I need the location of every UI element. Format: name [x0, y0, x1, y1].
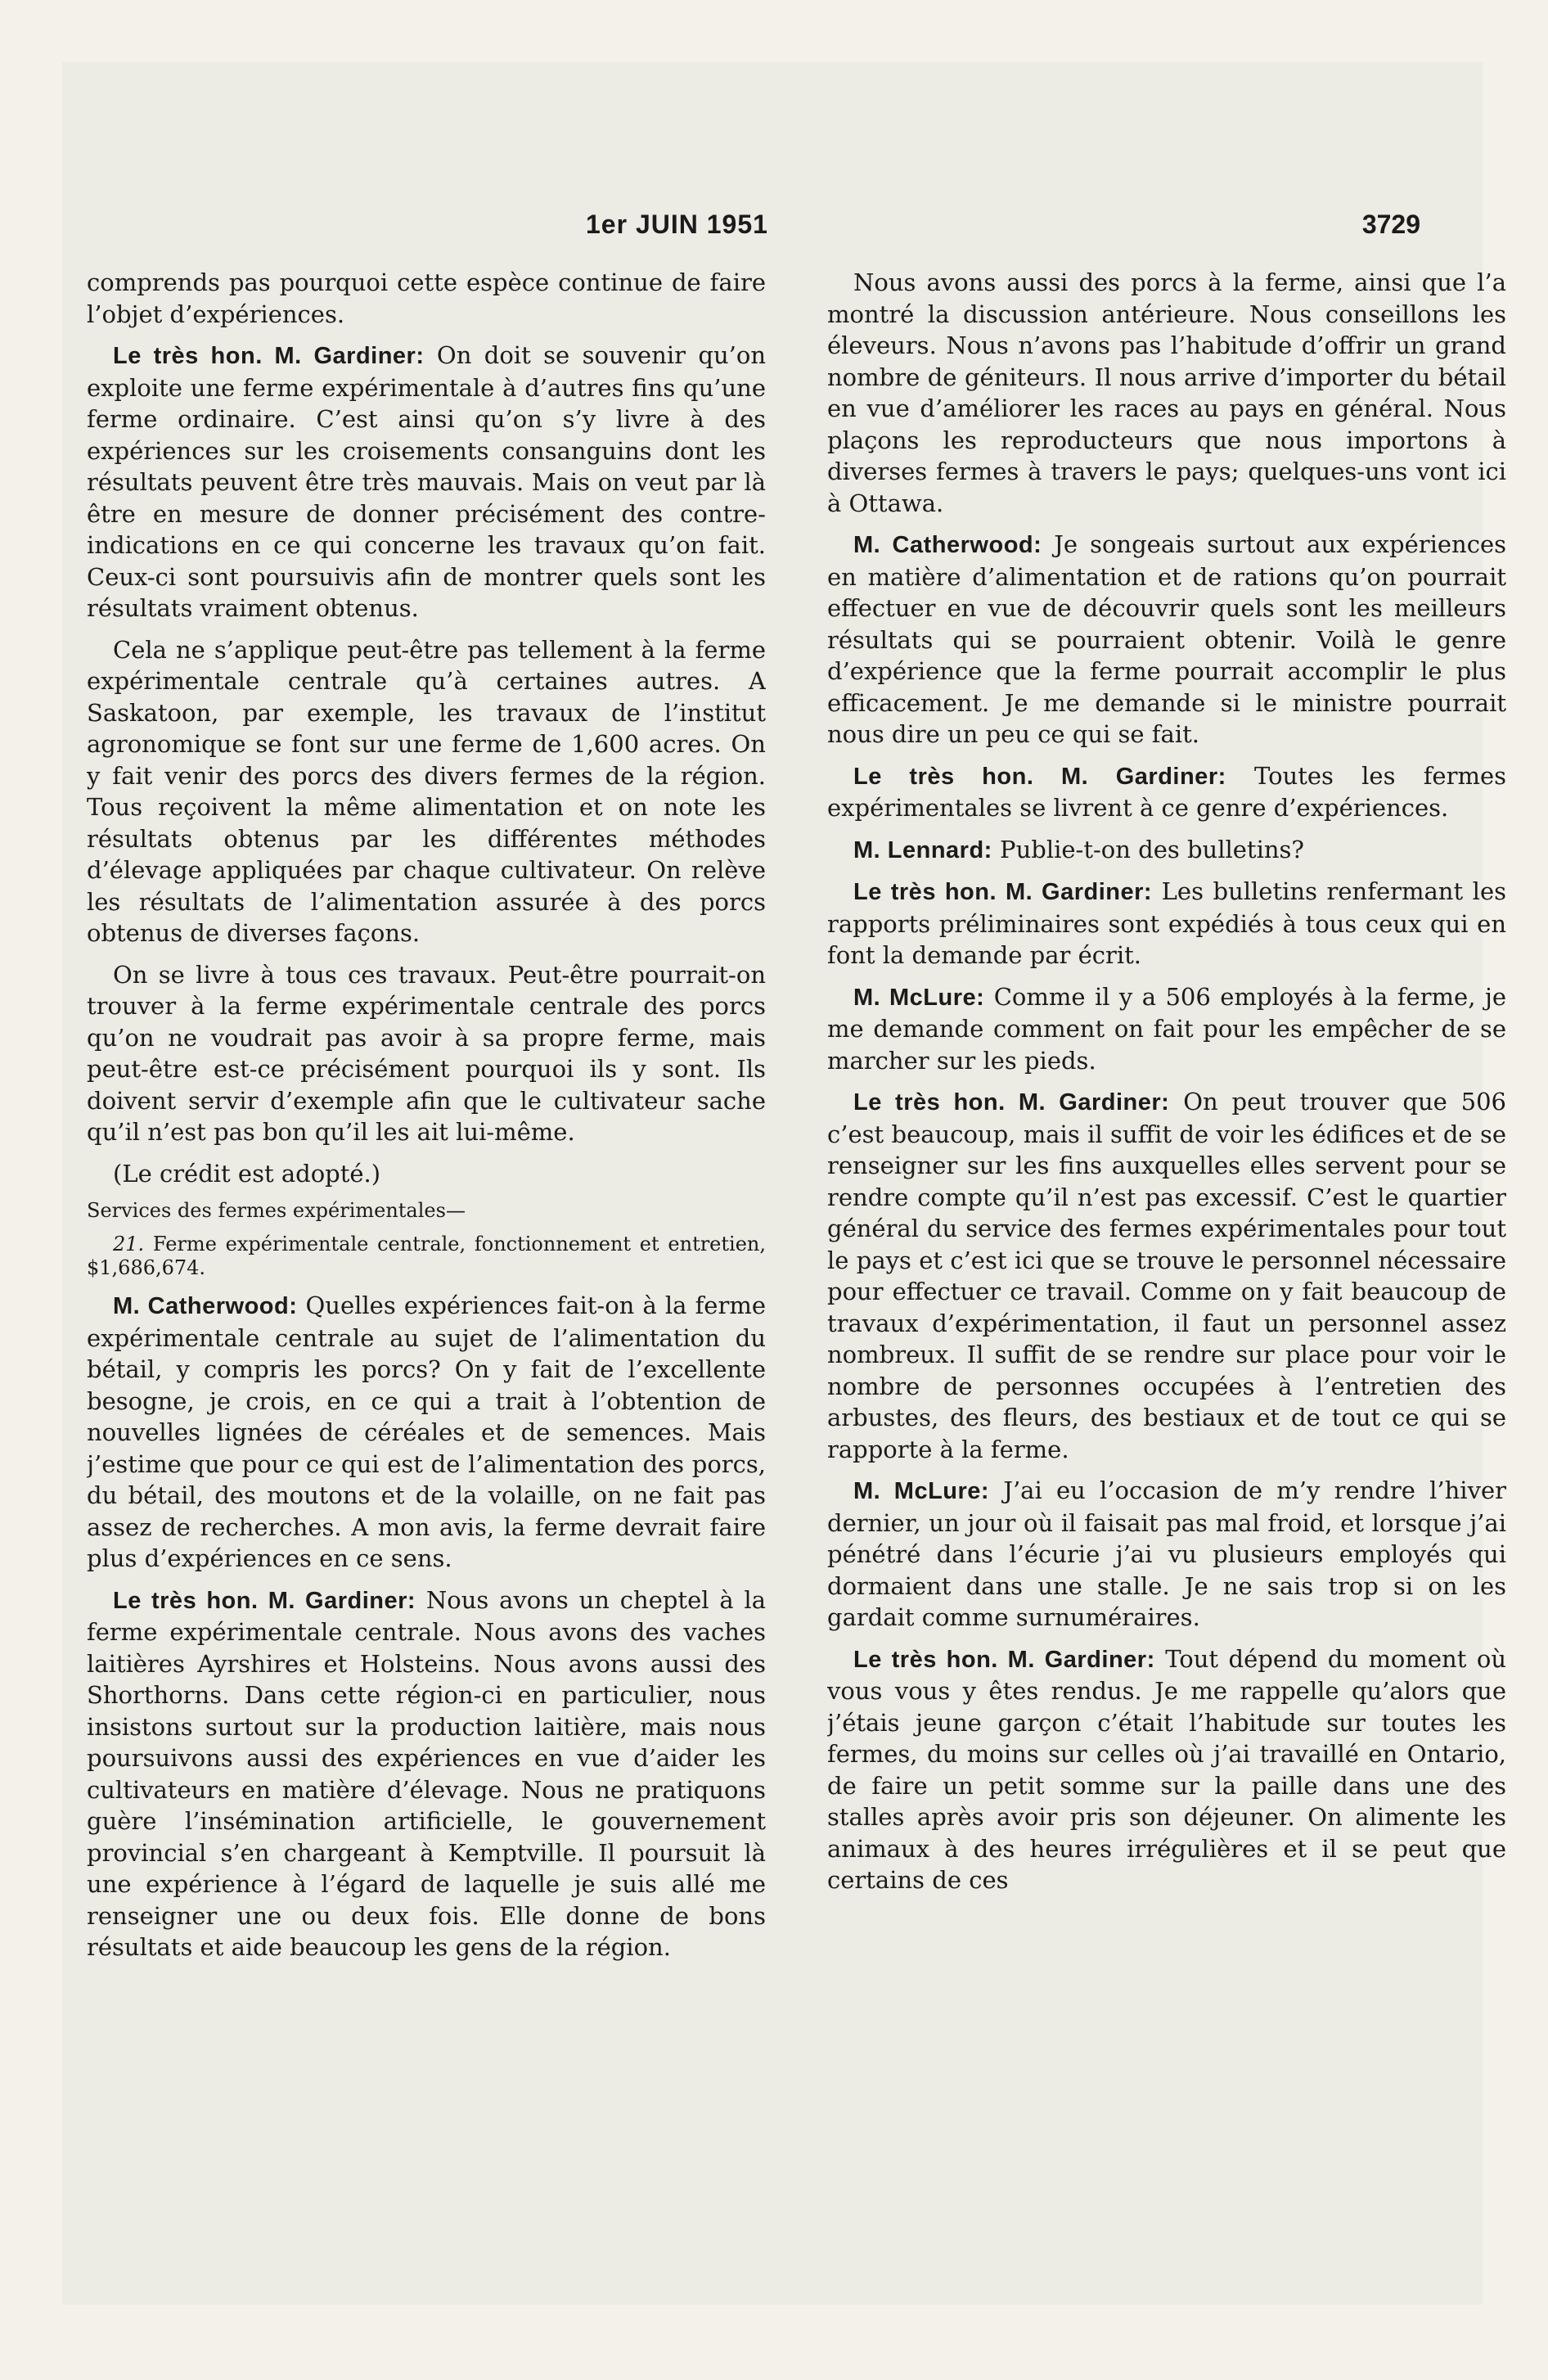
- vote-item: [87, 1233, 766, 1280]
- speech-paragraph: [827, 760, 1506, 824]
- speaker-name: Le très hon. M. Gardiner:: [853, 1089, 1170, 1116]
- speaker-name: M. Catherwood:: [113, 1293, 298, 1319]
- speech-paragraph: [827, 981, 1506, 1077]
- speech-text: On peut trouver que 506 c’est beaucoup, mais il suffit de voir les édifices et de se renseigner sur les fins auxquelles elles servent pour se rendre compte qu’il n’est pas excessif. C’est le quartier général du service des fermes expérimentales pour tout le pays et c’est ici que se trouve le personnel nécessaire pour effectuer ce travail. Comme on y fait beaucoup de travaux d’expérimentation, il faut un personnel assez nombreux. Il suffit de se rendre sur place pour voir le nombre de personnes occupées à l’entretien des arbustes, des fleurs, des bestiaux et de tout ce qui se rapporte à la ferme.: [827, 1088, 1506, 1463]
- speaker-name: Le très hon. M. Gardiner:: [853, 763, 1226, 790]
- speaker-name: Le très hon. M. Gardiner:: [853, 1646, 1155, 1673]
- vote-text: Ferme expérimentale centrale, fonctionnement et entretien, $1,686,674.: [87, 1233, 766, 1279]
- speech-paragraph: [87, 1584, 766, 1963]
- body-paragraph: comprends pas pourquoi cette espèce continue de faire l’objet d’expériences.: [87, 268, 766, 328]
- body-paragraph: On se livre à tous ces travaux. Peut-être pourrait-on trouver à la ferme expérimentale centrale des porcs qu’on ne voudrait pas avoir à sa propre ferme, mais peut-être est-ce précisément pourquoi ils y sont. Ils doivent servir d’exemple afin que le cultivateur sache qu’il n’est pas bon qu’il les ait lui-même.: [87, 960, 766, 1146]
- page-header: [62, 210, 1483, 246]
- speech-text: Les bulletins renfermant les rapports préliminaires sont expédiés à tous ceux qui en font la demande par écrit.: [827, 877, 1506, 969]
- speech-paragraph: [827, 876, 1506, 971]
- vote-heading: Services des fermes expérimentales—: [87, 1199, 466, 1222]
- speaker-name: M. McLure:: [853, 984, 985, 1011]
- page-number: 3729: [1361, 210, 1420, 239]
- speaker-name: Le très hon. M. Gardiner:: [853, 879, 1153, 905]
- speaker-name: Le très hon. M. Gardiner:: [113, 1587, 416, 1614]
- left-column: [87, 267, 766, 2280]
- document-page: [62, 62, 1506, 2305]
- speech-text: Nous avons un cheptel à la ferme expérimentale centrale. Nous avons des vaches laitières Ayrshires et Holsteins. Nous avons aussi des Shorthorns. Dans cette région-ci en particulier, nous insistons surtout sur la production laitière, mais nous poursuivons aussi des expériences en vue d’aider les cultivateurs en matière d’élevage. Nous ne pratiquons guère l’insémination artificielle, le gouvernement provincial s’en chargeant à Kemptville. Il poursuit là une expérience à l’égard de laquelle je suis allé me renseigner une ou deux fois. Elle donne de bons résultats et aide beaucoup les gens de la région.: [87, 1585, 766, 1961]
- header-date: 1er JUIN 1951: [586, 210, 768, 239]
- speech-text: On doit se souvenir qu’on exploite une ferme expérimentale à d’autres fins qu’une ferme ordinaire. C’est ainsi qu’on s’y livre à des expériences sur les croisements consanguins dont les résultats peuvent être très mauvais. Mais on veut par là être en mesure de donner précisément des contre-indications en ce qui concerne les travaux qu’on fait. Ceux-ci sont poursuivis afin de montrer quels sont les résultats vraiment obtenus.: [87, 341, 766, 622]
- speech-paragraph: [87, 1290, 766, 1575]
- speech-text: J’ai eu l’occasion de m’y rendre l’hiver dernier, un jour où il faisait pas mal froid, et lorsque j’ai pénétré dans l’écurie j’ai vu plusieurs employés qui dormaient dans une stalle. Je ne sais trop si on les gardait comme surnuméraires.: [827, 1476, 1506, 1631]
- speech-paragraph: [827, 1086, 1506, 1465]
- speech-text: Je songeais surtout aux expériences en matière d’alimentation et de rations qu’on pourrait effectuer en vue de découvrir quels sont les meilleurs résultats qui se pourraient obtenir. Voilà le genre d’expérience que la ferme pourrait accomplir le plus efficacement. Je me demande si le ministre pourrait nous dire un peu ce qui se fait.: [827, 530, 1506, 748]
- speech-paragraph: [827, 1475, 1506, 1634]
- speech-paragraph: [827, 529, 1506, 751]
- speech-text: Tout dépend du moment où vous vous y êtes rendus. Je me rappelle qu’alors que j’étais jeune garçon c’était l’habitude sur toutes les fermes, du moins sur celles où j’ai travaillé en Ontario, de faire un petit somme sur la paille dans une des stalles après avoir pris son déjeuner. On alimente les animaux à des heures irrégulières et il se peut que certains de ces: [827, 1644, 1506, 1894]
- speaker-name: M. McLure:: [853, 1478, 990, 1504]
- speech-paragraph: [827, 834, 1506, 867]
- speech-text: Comme il y a 506 employés à la ferme, je me demande comment on fait pour les empêcher de se marcher sur les pieds.: [827, 982, 1506, 1075]
- speech-text: Quelles expériences fait-on à la ferme expérimentale centrale au sujet de l’alimentation du bétail, y compris les porcs? On y fait de l’excellente besogne, je crois, en ce qui a trait à l’obtention de nouvelles lignées de céréales et de semences. Mais j’estime que pour ce qui est de l’alimentation des porcs, du bétail, des moutons et de la volaille, on ne fait pas assez de recherches. A mon avis, la ferme devrait faire plus d’expériences en ce sens.: [87, 1291, 766, 1572]
- speaker-name: M. Lennard:: [853, 836, 992, 863]
- speech-text: Publie-t-on des bulletins?: [992, 835, 1304, 863]
- vote-number: 21.: [113, 1233, 145, 1255]
- body-paragraph: Cela ne s’applique peut-être pas tellement à la ferme expérimentale centrale qu’à certaines autres. A Saskatoon, par exemple, les travaux de l’institut agronomique se font sur une ferme de 1,600 acres. On y fait venir des porcs des divers fermes de la région. Tous reçoivent la même alimentation et on note les résultats obtenus par les différentes méthodes d’élevage appliquées par chaque cultivateur. On relève les résultats de l’alimentation assurée à des porcs obtenus de diverses façons.: [87, 635, 766, 947]
- body-paragraph: (Le crédit est adopté.): [113, 1159, 381, 1188]
- right-column: [827, 267, 1506, 2280]
- speech-paragraph: [87, 340, 766, 624]
- speech-paragraph: [827, 1643, 1506, 1896]
- body-paragraph: Nous avons aussi des porcs à la ferme, ainsi que l’a montré la discussion antérieure. Nous conseillons les éleveurs. Nous n’avons pas l’habitude d’offrir un grand nombre de géniteurs. Il nous arrive d’importer du bétail en vue d’améliorer les races au pays en général. Nous plaçons les reproducteurs que nous importons à diverses fermes à travers le pays; quelques-uns vont ici à Ottawa.: [827, 268, 1506, 517]
- speech-text: Toutes les fermes expérimentales se livrent à ce genre d’expériences.: [827, 761, 1506, 822]
- speaker-name: Le très hon. M. Gardiner:: [113, 343, 425, 369]
- speaker-name: M. Catherwood:: [853, 532, 1042, 558]
